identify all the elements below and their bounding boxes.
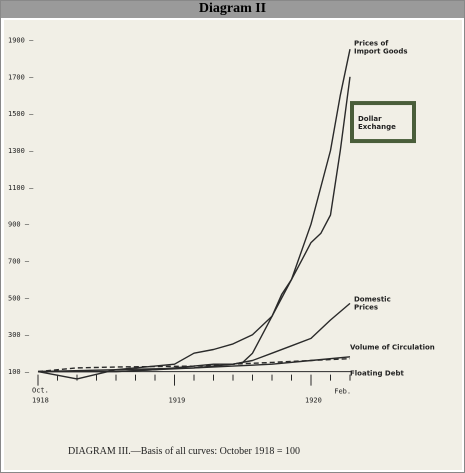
series-label-0-1: Import Goods [354,47,408,56]
y-tick-label-1500: 1500 — [8,110,34,119]
y-tick-label-1300: 1300 — [8,147,34,156]
y-tick-label-700: 700 — [8,257,30,266]
x-label-0: 1918 [32,396,49,405]
series-label-4-0: Floating Debt [350,369,404,378]
y-tick-label-100: 100 — [8,368,30,377]
x-label-1: 1919 [168,396,186,405]
y-tick-label-300: 300 — [8,331,30,340]
series-line-3 [38,357,350,372]
series-label-0-0: Prices of [354,39,389,48]
x-label-3: Feb. [334,387,352,396]
series-line-1 [38,77,350,372]
chart-caption: DIAGRAM III.—Basis of all curves: October 1918 = 100 [68,446,300,457]
series-line-4 [38,359,350,372]
chart-series-labels [350,40,435,378]
series-label-2-0: Domestic [354,295,391,304]
figure-header: Diagram II [1,1,464,18]
y-tick-label-1900: 1900 — [8,36,34,45]
y-tick-label-1100: 1100 — [8,183,34,192]
series-label-3-0: Volume of Circulation [350,343,435,352]
series-label-2-1: Prices [354,303,379,312]
series-label-1-0: Dollar [358,115,382,124]
y-tick-label-900: 900 — [8,220,30,229]
scanned-page [4,20,462,470]
y-tick-label-500: 500 — [8,294,30,303]
series-line-0 [38,49,350,379]
line-chart [4,20,462,470]
x-label-top-0: Oct. [32,386,49,395]
series-label-1-1: Exchange [358,123,396,132]
chart-axes [8,37,352,405]
x-label-2: 1920 [305,396,322,405]
chart-series [38,49,350,379]
y-tick-label-1700: 1700 — [8,73,34,82]
